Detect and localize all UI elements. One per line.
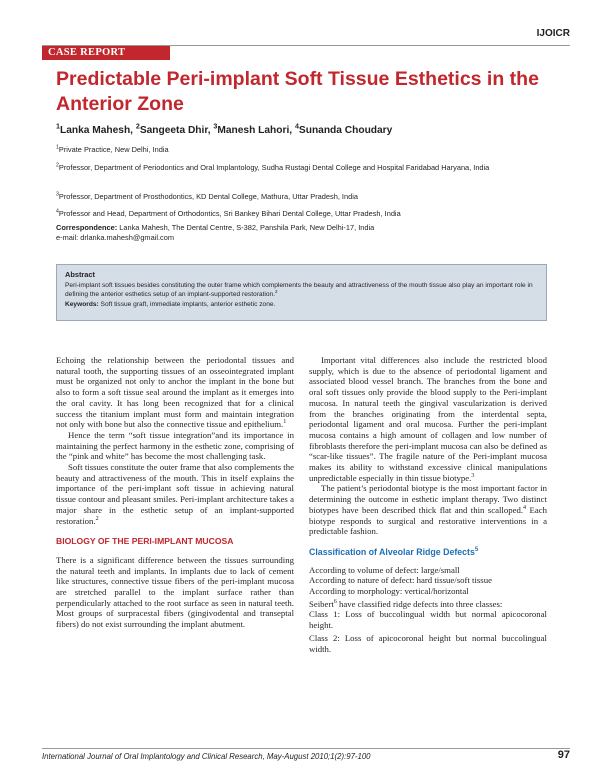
classification-line: According to volume of defect: large/small bbox=[309, 564, 460, 575]
article-title: Predictable Peri-implant Soft Tissue Esthetics in the Anterior Zone bbox=[56, 68, 539, 115]
right-column bbox=[309, 355, 547, 654]
body-paragraph: There is a significant difference between the tissues surrounding the natural teeth and implants. In implants due to lack of cement like structures, connective tissue fibers of the peri-implant mucosa are stretched parallel to the implant surface rather than perpendicularly attached to the root surface as seen in natural teeth. Most groups of surpracestal fibers (gingivodental and transeptal fibers) do not exist surrounding the implant abutment. bbox=[56, 554, 294, 630]
author: $^1$Lanka Mahesh, bbox=[56, 122, 136, 136]
affiliation: $^1$Private Practice, New Delhi, India bbox=[56, 144, 169, 154]
classification-line: Class 2: Loss of apicocoronal height but normal buccolingual width. bbox=[309, 632, 547, 654]
abstract-box bbox=[56, 264, 547, 321]
keywords: Keywords: Soft tissue graft, immediate implants, anterior esthetic zone. bbox=[65, 301, 276, 308]
classification-line: According to nature of defect: hard tissue/soft tissue bbox=[309, 575, 492, 586]
abstract-text: Peri-implant soft tissues besides constituting the outer frame which complements the beauty and attractiveness of the mouth tissue also play an important role in defining the anterior esthetics setup of an implant-supported restoration.$^2$ bbox=[65, 282, 533, 298]
affiliation: $^4$Professor and Head, Department of Orthodontics, Sri Bankey Bihari Dental College, Uttar Pradesh, India bbox=[56, 208, 401, 218]
footer-citation: International Journal of Oral Implantology and Clinical Research, May-August 2010;1(2):97-100 bbox=[42, 752, 371, 761]
journal-tag: IJOICR bbox=[536, 28, 570, 39]
author: $^2$Sangeeta Dhir, bbox=[135, 122, 214, 136]
classification-line: According to morphology: vertical/horizontal bbox=[309, 586, 469, 597]
body-paragraph: The patient’s periodontal biotype is the most important factor in determining the outcome in esthetic implant therapy. Two distinct biotypes have been described thick flat and thin scalloped.$^4$ Each biotype responds to surgical and restorative interventions in a predictable fashion. bbox=[309, 483, 547, 537]
affiliation: $^3$Professor, Department of Prosthodontics, KD Dental College, Mathura, Uttar Pradesh, India bbox=[56, 191, 358, 201]
author-list bbox=[56, 122, 393, 136]
correspondence-email: e-mail: drlanka.mahesh@gmail.com bbox=[56, 233, 174, 243]
classification-line: Seibert$^6$ have classified ridge defects into three classes: bbox=[309, 598, 503, 609]
article-type-banner: CASE REPORT bbox=[42, 46, 170, 60]
body-paragraph: Hence the term “soft tissue integration”and its importance in maintaining the perfect harmony in the esthetic zone, comprising of the “pink and white” has become the most challenging task. bbox=[56, 429, 294, 462]
classification-line: Class 1: Loss of buccolingual width but normal apicocoronal height. bbox=[309, 609, 547, 631]
abstract-heading: Abstract bbox=[65, 270, 95, 279]
section-heading: Classification of Alveolar Ridge Defects$^5$ bbox=[309, 546, 479, 557]
section-heading: BIOLOGY OF THE PERI-IMPLANT MUCOSA bbox=[56, 536, 234, 547]
body-paragraph: Echoing the relationship between the periodontal tissues and natural tooth, the supporting tissues of an osseointegrated implant must be organized not only to anchor the implant in the bone but also to form a soft tissue seal around the implant as it emerges into the oral cavity. It has long been recognized that for a clinical success the titanium implant must form and maintain integration not only with bone but also the connective tissue and epithelium.$^1$ bbox=[56, 355, 294, 430]
affiliation: $^2$Professor, Department of Periodontics and Oral Implantology, Sudha Rustagi Dental College and Hospital Faridabad Haryana, India bbox=[56, 162, 490, 172]
body-paragraph: Important vital differences also include the restricted blood supply, which is due to the absence of periodontal ligament and associated blood vessel branch. The branches from the bone and oral soft tissues only provide the blood supply to the Peri-implant mucosa. In natural teeth the gingival vascularization is derived from the branches originating from the interdental septa, periodontal ligament and oral mucosa. Further the peri-implant mucosa contains a high amount of collagen and low number of fibroblasts therefore the peri-implant mucosa can also be defined as “scar-like tissues”. The fragile nature of the Peri-implant mucosa makes its ability to withstand excessive clinical manipulations unpredictable especially in thin tissue biotype.$^3$ bbox=[309, 355, 547, 483]
author: $^3$Manesh Lahori, bbox=[213, 122, 295, 136]
left-column bbox=[56, 355, 294, 630]
page-number: 97 bbox=[557, 749, 570, 761]
footer-rule bbox=[42, 748, 570, 749]
author: $^4$Sunanda Choudary bbox=[294, 122, 393, 136]
correspondence: Correspondence: Lanka Mahesh, The Dental Centre, S-382, Panshila Park, New Delhi-17, India e-mail: drlanka.mahesh@gmail.com bbox=[56, 223, 562, 243]
body-paragraph: Soft tissues constitute the outer frame that also complements the beauty and attractiveness of the mouth. This in itself explains the importance of the peri-implant soft tissue in achieving natural tissue contour and pleasant smiles. Peri-implant architecture takes a major share in the esthetic setup of an implant-supported restoration.$^2$ bbox=[56, 462, 294, 526]
